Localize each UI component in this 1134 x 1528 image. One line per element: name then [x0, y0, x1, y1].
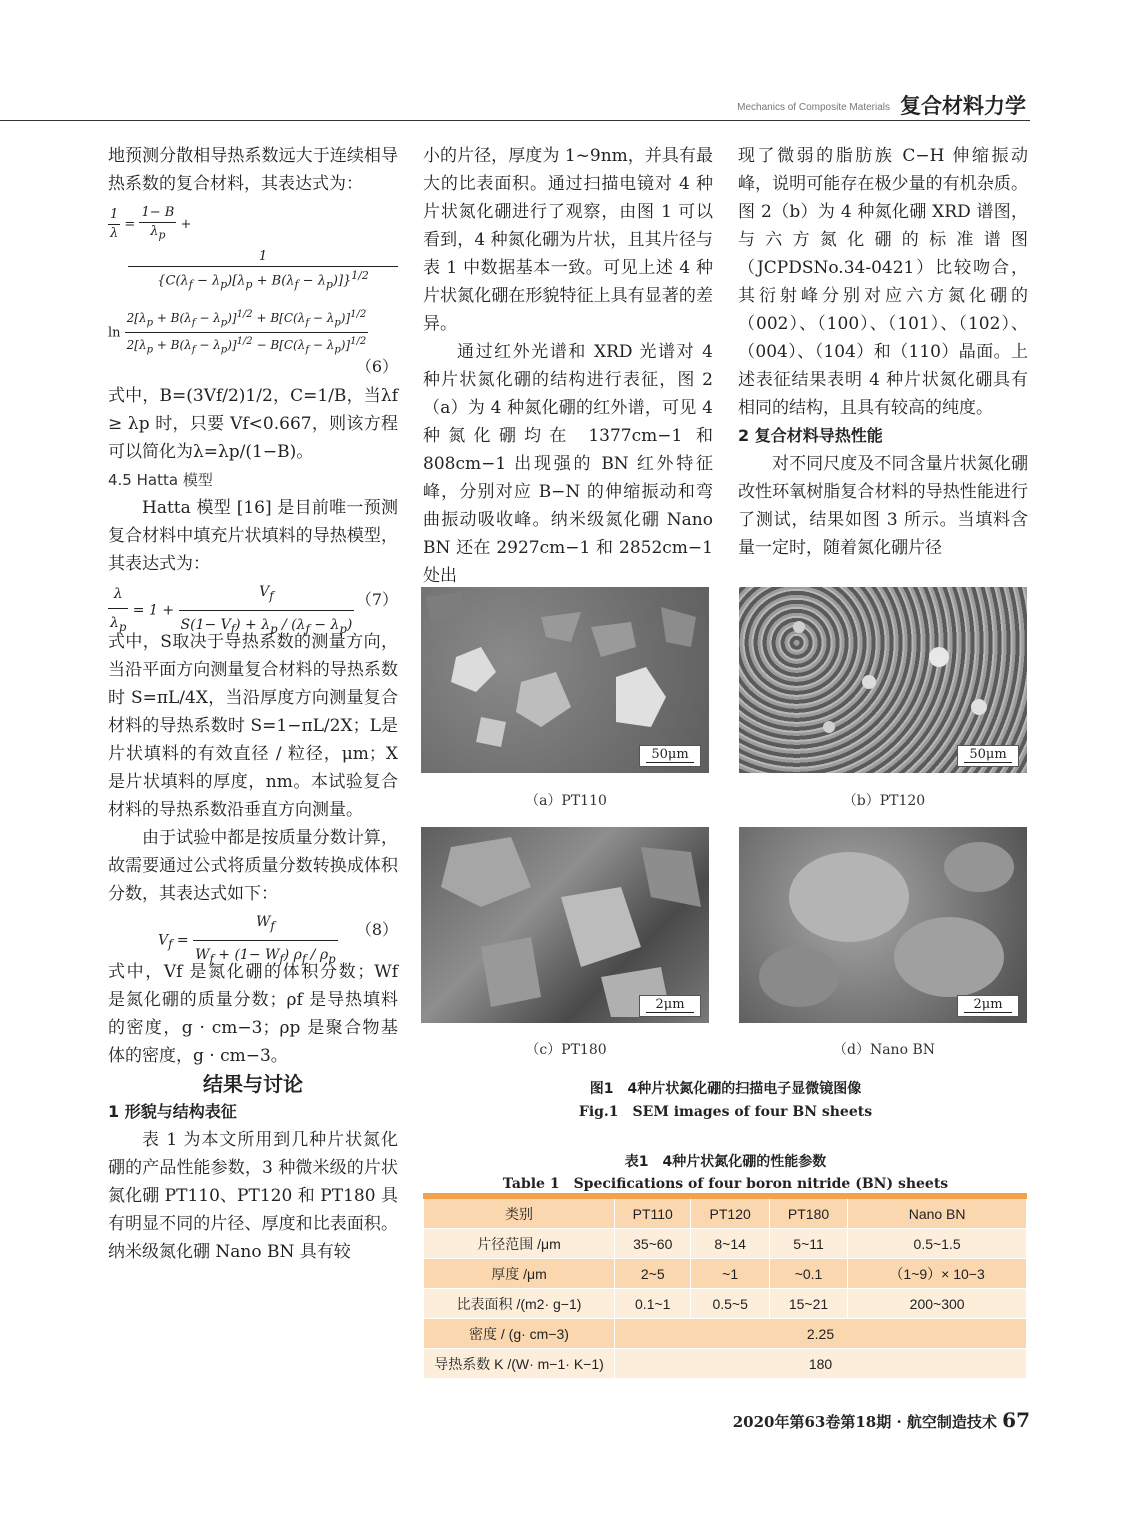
table-title-en: Table 1 Specifications of four boron nitride (BN) sheets: [502, 1176, 949, 1192]
table-cell: PT110: [615, 1196, 691, 1229]
scale-bar: 50μm: [639, 745, 701, 767]
paragraph: 现了微弱的脂肪族 C−H 伸缩振动峰，说明可能存在极少量的有机杂质。图 2（b）为 4 种氮化硼 XRD 谱图，与六方氮化硼的标准谱图（JCPDSNo.34-0421）比较吻合，其衍射峰分别对应六方氮化硼的（002）、（100）、（101）、（102）、（004）、（104）和（110）晶面。上述表征结果表明 4 种片状氮化硼具有相同的结构，且具有较高的纯度。: [738, 146, 1028, 418]
sem-image-nano-bn: [739, 827, 1027, 1023]
figure-caption-a: （a）PT110: [525, 793, 607, 809]
table-cell: 类别: [424, 1196, 615, 1229]
table-cell: PT120: [691, 1196, 769, 1229]
table-cell: 密度 / (g· cm−3): [424, 1319, 615, 1349]
section-heading: 结果与讨论: [203, 1072, 303, 1096]
paragraph: 地预测分散相导热系数远大于连续相导热系数的复合材料，其表达式为：: [108, 146, 398, 194]
table-cell: 0.5~5: [691, 1289, 769, 1319]
figure-caption-c: （c）PT180: [525, 1042, 607, 1058]
table-cell: ~0.1: [769, 1259, 847, 1289]
scale-bar: 2μm: [957, 995, 1019, 1017]
scale-bar: 2μm: [639, 995, 701, 1017]
equation-8: $V_f$ = $\frac{W_f}{W_f + (1- W_f) \rho_f / \rho_p}$ （8）: [108, 908, 398, 958]
equation-7: $\frac{\lambda}{\lambda_p}$ = 1 + $\frac{V_f}{S(1- V_f) + \lambda_p / (\lambda_f - \lambda_p)}$ （7）: [108, 578, 398, 628]
text-column-2: [423, 142, 713, 590]
paragraph: 由于试验中都是按质量分数计算，故需要通过公式将质量分数转换成体积分数，其表达式如下：: [108, 828, 398, 904]
paragraph: 式中，B=(3Vf/2)1/2，C=1/B，当λf ≥ λp 时，只要 Vf<0.667，则该方程可以简化为λ=λp/(1−B)。: [108, 386, 398, 462]
table-cell: （1~9）× 10−3: [848, 1259, 1027, 1289]
table-row: [424, 1259, 1027, 1289]
table-cell: 15~21: [769, 1289, 847, 1319]
paragraph: 小的片径，厚度为 1~9nm，并具有最大的比表面积。通过扫描电镜对 4 种片状氮化硼进行了观察，由图 1 可以看到，4 种氮化硼为片状，且其片径与表 1 中数据基本一致。可见上述 4 种片状氮化硼在形貌特征上具有显著的差异。: [423, 146, 713, 334]
scale-bar: 50μm: [957, 745, 1019, 767]
sem-image-pt120: [739, 587, 1027, 773]
subsection-heading: 2 复合材料导热性能: [738, 426, 883, 445]
table-cell: 0.5~1.5: [848, 1229, 1027, 1259]
paragraph: 对不同尺度及不同含量片状氮化硼改性环氧树脂复合材料的导热性能进行了测试，结果如图 3 所示。当填料含量一定时，随着氮化硼片径: [738, 454, 1028, 558]
footer-issue: 2020年第63卷第18期 · 航空制造技术: [732, 1413, 997, 1431]
text-column-1: [108, 142, 398, 1266]
text-column-3: [738, 142, 1028, 562]
page-number: 67: [1002, 1408, 1030, 1432]
paragraph: 式中，S取决于导热系数的测量方向，当沿平面方向测量复合材料的导热系数时 S=πL/4X，当沿厚度方向测量复合材料的导热系数时 S=1−πL/2X；L是片状填料的有效直径 / 粒径，μm；X是片状填料的厚度，nm。本试验复合材料的导热系数沿垂直方向测量。: [108, 632, 398, 820]
table-cell: 5~11: [769, 1229, 847, 1259]
equation-number: （6）: [355, 357, 398, 376]
figure-caption-b: （b）PT120: [842, 793, 926, 809]
figure-caption-d: （d）Nano BN: [833, 1042, 935, 1058]
table-cell: Nano BN: [848, 1196, 1027, 1229]
sem-image-pt110: [421, 587, 709, 773]
figure-title-en: Fig.1 SEM images of four BN sheets: [578, 1104, 873, 1120]
journal-title-cn: 复合材料力学: [900, 94, 1026, 118]
equation-6: $\frac{1}{\lambda}$ = $\frac{1- B}{\lambda_p}$ + 1 $\{C(\lambda_f - \lambda_p)[\lambda_p + B(\lambda_f - \lambda_p)]\}^{1/2}$ ln $\frac{2[\lambda_p + B(\lambda_f - \lambda_p)]^{1/2} + B[C(\lambda_f - \lambda_p)]^{1/2}}{2[\lambda_p + B(\lambda_f - \lambda_p)]^{1/2} - B[C(\lambda_f - \lambda_p)]^{1/2}}$ （6）: [108, 205, 398, 376]
sem-flakes: [421, 827, 709, 1023]
equation-number: （8）: [355, 920, 398, 939]
table-row: [424, 1319, 1027, 1349]
table-cell: 0.1~1: [615, 1289, 691, 1319]
table-row: [424, 1289, 1027, 1319]
spec-table: [423, 1193, 1027, 1379]
table-cell: 2~5: [615, 1259, 691, 1289]
table-cell: 8~14: [691, 1229, 769, 1259]
equation-number: （7）: [355, 590, 398, 609]
paragraph: 式中，Vf 是氮化硼的体积分数；Wf 是氮化硼的质量分数；ρf 是导热填料的密度，g · cm−3；ρp 是聚合物基体的密度，g · cm−3。: [108, 962, 398, 1066]
subsection-heading: 4.5 Hatta 模型: [108, 471, 213, 489]
sem-flakes: [739, 827, 1027, 1023]
page-footer: [700, 1408, 1030, 1432]
table-row: [424, 1349, 1027, 1379]
table-cell: 比表面积 /(m2· g−1): [424, 1289, 615, 1319]
table-header-row: [424, 1196, 1027, 1229]
journal-title-en: Mechanics of Composite Materials: [737, 102, 890, 113]
table-cell: ~1: [691, 1259, 769, 1289]
paragraph: Hatta 模型 [16] 是目前唯一预测复合材料中填充片状填料的导热模型，其表达式为：: [108, 498, 398, 574]
table-cell: 200~300: [848, 1289, 1027, 1319]
sem-image-pt180: [421, 827, 709, 1023]
table-cell: 导热系数 K /(W· m−1· K−1): [424, 1349, 615, 1379]
table-cell: PT180: [769, 1196, 847, 1229]
table-cell: 2.25: [615, 1319, 1027, 1349]
table-cell: 35~60: [615, 1229, 691, 1259]
running-header: [0, 86, 1030, 121]
table-cell: 厚度 /μm: [424, 1259, 615, 1289]
paragraph: 表 1 为本文所用到几种片状氮化硼的产品性能参数，3 种微米级的片状氮化硼 PT110、PT120 和 PT180 具有明显不同的片径、厚度和比表面积。纳米级氮化硼 Nano BN 具有较: [108, 1130, 398, 1262]
table-cell: 片径范围 /μm: [424, 1229, 615, 1259]
table-title-cn: 表1 4种片状氮化硼的性能参数: [624, 1154, 827, 1170]
paragraph: 通过红外光谱和 XRD 光谱对 4 种片状氮化硼的结构进行表征，图 2（a）为 4 种氮化硼的红外谱，可见 4 种氮化硼均在 1377cm−1 和 808cm−1 出现强的 BN 红外特征峰，分别对应 B−N 的伸缩振动和弯曲振动吸收峰。纳米级氮化硼 Nano BN 还在 2927cm−1 和 2852cm−1 处出: [423, 342, 713, 586]
table-row: [424, 1229, 1027, 1259]
table-cell: 180: [615, 1349, 1027, 1379]
figure-title-cn: 图1 4种片状氮化硼的扫描电子显微镜图像: [589, 1081, 862, 1097]
subsection-heading: 1 形貌与结构表征: [108, 1102, 237, 1121]
